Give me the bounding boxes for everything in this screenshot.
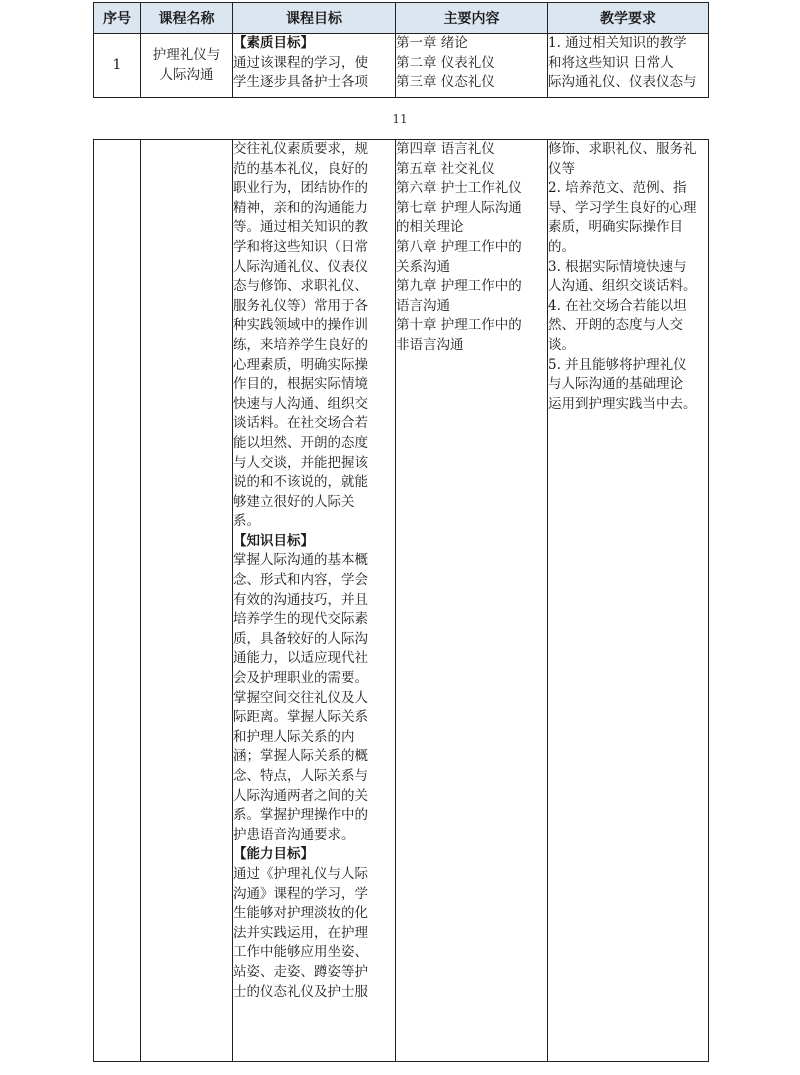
- goal-line: 谈话料。在社交场合若: [233, 415, 368, 432]
- goal-line: 态与修饰、求职礼仪、: [233, 278, 368, 295]
- requirement-line: 际沟通礼仪、仪表仪态与: [548, 74, 697, 91]
- goal-quality-lines: [233, 140, 395, 532]
- goal-line: 和护理人际关系的内: [233, 728, 355, 745]
- table-header-row: [94, 3, 709, 34]
- row-index-empty: [94, 140, 141, 1062]
- goal-line: 种实践领域中的操作训: [233, 317, 368, 334]
- requirement-line: 运用到护理实践当中去。: [548, 395, 697, 412]
- requirement-line: 4. 在社交场合若能以坦: [548, 297, 687, 314]
- goal-line: 能以坦然、开朗的态度: [233, 434, 368, 451]
- header-course-goal: 课程目标: [233, 3, 396, 34]
- goal-line: 练，来培养学生良好的: [233, 336, 368, 353]
- course-name-line: 人际沟通: [159, 66, 214, 83]
- requirement-line: 与人际沟通的基础理论: [548, 376, 683, 393]
- goal-line: 交往礼仪素质要求，规: [233, 141, 368, 157]
- content-lines: [396, 140, 547, 356]
- goal-line: 士的仪态礼仪及护士服: [233, 983, 368, 1000]
- requirement-line: 仪等: [548, 160, 575, 177]
- requirement-lines: [548, 140, 708, 414]
- requirement-line: 1. 通过相关知识的教学: [548, 35, 687, 51]
- ability-goal-heading: 【能力目标】: [233, 846, 314, 863]
- goal-line: 掌握人际沟通的基本概: [233, 552, 368, 569]
- goal-line: 通过该课程的学习，使: [233, 54, 368, 71]
- main-content-cell: [396, 34, 548, 98]
- knowledge-goal-heading: 【知识目标】: [233, 532, 314, 549]
- table-row: [94, 34, 709, 98]
- goal-line: 职业行为，团结协作的: [233, 180, 368, 197]
- requirement-line: 素质，明确实际操作目: [548, 219, 683, 236]
- header-main-content: 主要内容: [396, 3, 548, 34]
- goal-line: 说的和不该说的，就能: [233, 474, 368, 491]
- header-teaching-requirement: 教学要求: [548, 3, 709, 34]
- goal-line: 系。: [233, 513, 260, 530]
- content-line: 的相关理论: [396, 219, 464, 236]
- content-line: 第七章 护理人际沟通: [396, 199, 522, 216]
- requirement-line: 然、开朗的态度与人交: [548, 317, 683, 334]
- course-goal-cell: [233, 140, 396, 1062]
- content-line: 第六章 护士工作礼仪: [396, 180, 522, 197]
- goal-line: 念、特点，人际关系与: [233, 768, 368, 784]
- requirement-line: 的。: [548, 238, 575, 255]
- requirement-line: 3. 根据实际情境快速与: [548, 258, 687, 275]
- goal-line: 快速与人沟通、组织交: [233, 395, 368, 412]
- course-name-line: 护理礼仪与: [152, 46, 221, 63]
- goal-line: 学和将这些知识（日常: [233, 238, 368, 255]
- content-line: 第三章 仪态礼仪: [396, 74, 495, 91]
- goal-line: 站姿、走姿、蹲姿等护: [233, 963, 368, 980]
- goal-line: 质，具备较好的人际沟: [233, 630, 368, 647]
- goal-line: 精神，亲和的沟通能力: [233, 199, 368, 216]
- goal-line: 际距离。掌握人际关系: [233, 709, 368, 726]
- goal-line: 学生逐步具备护士各项: [233, 74, 368, 91]
- goal-knowledge-lines: [233, 551, 395, 845]
- goal-line: 作目的，根据实际情境: [233, 376, 368, 393]
- requirement-line: 导、学习学生良好的心理: [548, 199, 697, 216]
- goal-line: 与人交谈，并能把握该: [233, 454, 368, 471]
- content-line: 第五章 社交礼仪: [396, 160, 495, 177]
- goal-line: 会及护理职业的需要。: [233, 670, 368, 687]
- goal-line: 服务礼仪等）常用于各: [233, 297, 368, 314]
- goal-line: 沟通》课程的学习，学: [233, 885, 368, 902]
- requirement-cell: [548, 140, 709, 1062]
- content-line: 第十章 护理工作中的: [396, 317, 522, 334]
- header-course-name: 课程名称: [141, 3, 233, 34]
- row-index: 1: [94, 34, 141, 98]
- content-line: 关系沟通: [396, 258, 450, 275]
- goal-line: 培养学生的现代交际素: [233, 611, 368, 628]
- quality-goal-heading: 【素质目标】: [233, 35, 314, 51]
- goal-line: 等。通过相关知识的教: [233, 219, 368, 236]
- page-number: 11: [392, 112, 408, 126]
- goal-line: 人际沟通两者之间的关: [233, 787, 368, 804]
- goal-line: 够建立很好的人际关: [233, 493, 355, 510]
- goal-line: 生能够对护理淡妆的化: [233, 905, 368, 922]
- goal-line: 人际沟通礼仪、仪表仪: [233, 258, 368, 275]
- requirement-cell: [548, 34, 709, 98]
- goal-line: 法并实践运用，在护理: [233, 924, 368, 941]
- requirement-line: 2. 培养范文、范例、指: [548, 180, 687, 197]
- goal-line: 通过《护理礼仪与人际: [233, 865, 368, 882]
- goal-line: 通能力，以适应现代社: [233, 650, 368, 667]
- table-row: [94, 140, 709, 1062]
- curriculum-table-continued: [93, 139, 709, 1062]
- content-line: 第八章 护理工作中的: [396, 238, 522, 255]
- requirement-line: 和将这些知识 日常人: [548, 54, 674, 71]
- content-line: 第二章 仪表礼仪: [396, 54, 495, 71]
- content-line: 第一章 绪论: [396, 35, 468, 51]
- content-line: 第九章 护理工作中的: [396, 278, 522, 295]
- main-content-cell: [396, 140, 548, 1062]
- requirement-line: 人沟通、组织交谈话料。: [548, 278, 697, 295]
- goal-line: 系。掌握护理操作中的: [233, 807, 368, 824]
- requirement-line: 修饰、求职礼仪、服务礼: [548, 141, 697, 157]
- course-name: [141, 34, 233, 98]
- course-name-empty: [141, 140, 233, 1062]
- content-line: 语言沟通: [396, 297, 450, 314]
- content-line: 非语言沟通: [396, 336, 464, 353]
- requirement-line: 5. 并且能够将护理礼仪: [548, 356, 687, 373]
- goal-line: 念、形式和内容，学会: [233, 572, 368, 589]
- goal-ability-lines: [233, 865, 395, 1002]
- goal-line: 有效的沟通技巧，并且: [233, 591, 368, 608]
- header-index: 序号: [94, 3, 141, 34]
- goal-line: 心理素质，明确实际操: [233, 356, 368, 373]
- curriculum-table-top: [93, 2, 709, 98]
- content-line: 第四章 语言礼仪: [396, 141, 495, 157]
- goal-line: 范的基本礼仪，良好的: [233, 160, 368, 177]
- requirement-line: 谈。: [548, 336, 575, 353]
- goal-line: 工作中能够应用坐姿、: [233, 944, 368, 961]
- goal-line: 掌握空间交往礼仪及人: [233, 689, 368, 706]
- course-goal-cell: [233, 34, 396, 98]
- goal-line: 护患语音沟通要求。: [233, 826, 355, 843]
- goal-line: 涵；掌握人际关系的概: [233, 748, 368, 765]
